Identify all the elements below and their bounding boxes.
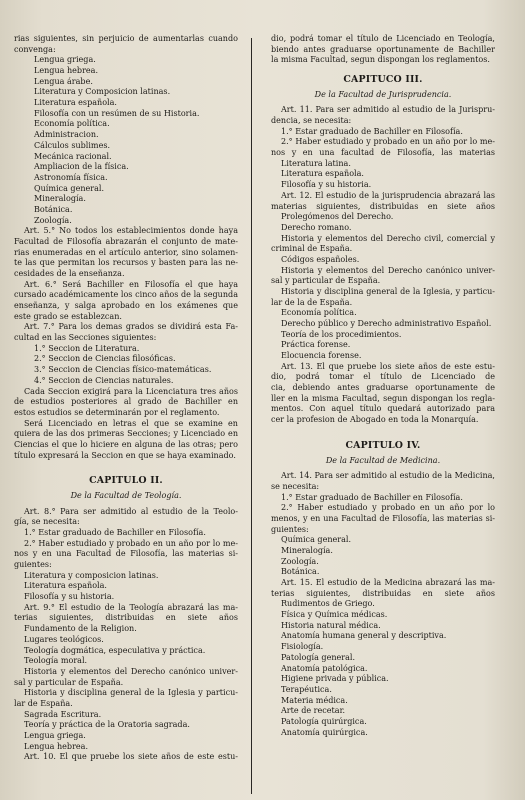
- text-line: Prolegómenos del Derecho.: [281, 212, 394, 222]
- text-line: Teología dogmática, especulativa y práctica.: [24, 645, 206, 655]
- text-line: Literatura española.: [34, 98, 117, 108]
- text-line: estos estudios se determinarán por el reglamento.: [14, 407, 220, 417]
- text-line: Botánica.: [281, 567, 320, 577]
- text-line: 2.° Haber estudiado y probado en un año por lo: [281, 503, 495, 513]
- text-line: Teoría y práctica de la Oratoria sagrada.: [24, 720, 190, 730]
- text-line: Facultad de Filosofía abrazarán el conjunto de mate-: [14, 237, 238, 247]
- text-line: Lengua hebrea.: [34, 66, 99, 76]
- text-line: [271, 426, 495, 432]
- chapter-heading: CAPITUCO III.: [343, 74, 423, 86]
- text-line: mentos. Con aquel título quedará autorizado para: [271, 404, 495, 414]
- text-line: menos, y en una Facultad de Filosofía, las materias si-: [271, 513, 495, 523]
- text-line: dio, podrá tomar el título de Licenciado de: [271, 372, 495, 382]
- text-line: título expresará la Seccion en que se haya examinado.: [14, 450, 236, 460]
- text-line: Ampliacion de la física.: [34, 162, 129, 172]
- text-line: Literatura española.: [24, 581, 107, 591]
- text-line: Será Licenciado en letras el que se examine en: [24, 418, 238, 428]
- text-line: sal y particular de España.: [14, 677, 124, 687]
- text-line: cultad en las Secciones siguientes:: [14, 333, 157, 343]
- text-line: convenga:: [14, 44, 56, 54]
- text-line: Ciencias el que lo hiciere en alguna de las otras; pero: [14, 439, 238, 449]
- text-line: Cada Seccion exigirá para la Licenciatura tres años: [24, 386, 238, 396]
- text-line: Química general.: [34, 183, 105, 193]
- text-line: Economía política.: [34, 119, 110, 129]
- text-line: Terapéutica.: [281, 684, 332, 694]
- left-column: [14, 34, 238, 796]
- text-line: 1.° Seccion de Literatura.: [34, 343, 140, 353]
- text-line: Historia y disciplina general de la Iglesia y particu-: [24, 688, 238, 698]
- text-line: gía, se necesita:: [14, 517, 80, 527]
- text-line: Práctica forense.: [281, 340, 351, 350]
- text-line: Art. 13. El que pruebe los siete años de este estu-: [281, 361, 495, 371]
- text-line: cursado académicamente los cinco años de la segunda: [14, 290, 238, 300]
- right-column: [271, 34, 495, 774]
- text-line: Historia y elementos del Derecho canónico univer-: [24, 666, 238, 676]
- text-line: dencia, se necesita:: [271, 116, 352, 126]
- text-line: Administracion.: [34, 130, 99, 140]
- text-line: Filosofía con un resúmen de su Historia.: [34, 108, 200, 118]
- text-line: Mineralogía.: [281, 545, 333, 555]
- text-line: Derecho romano.: [281, 222, 352, 232]
- text-line: Arte de recetar.: [281, 706, 346, 716]
- text-line: Cálculos sublimes.: [34, 140, 111, 150]
- text-line: Lengua griega.: [34, 55, 96, 65]
- text-line: rias enumeradas en el artículo anterior, sino solamen-: [14, 247, 238, 257]
- text-line: Mineralogía.: [34, 194, 86, 204]
- text-line: Zoología.: [281, 556, 319, 566]
- text-line: Art. 6.° Será Bachiller en Filosofía el que haya: [24, 279, 238, 289]
- text-line: Anatomía quirúrgica.: [281, 727, 368, 737]
- text-line: terias siguientes, distribuidas en siete años: [271, 588, 495, 598]
- text-line: Fisiología.: [281, 642, 324, 652]
- text-line: Filosofía y su historia.: [281, 180, 372, 190]
- text-line: Fundamento de la Religion.: [24, 624, 137, 634]
- text-line: Sagrada Escritura.: [24, 709, 102, 719]
- text-line: Literatura y composicion latinas.: [24, 570, 159, 580]
- text-line: la misma Facultad, segun dispongan los reglamentos.: [271, 55, 490, 65]
- text-line: sal y particular de España.: [271, 276, 381, 286]
- text-line: Art. 9.° El estudio de la Teología abrazará las ma-: [24, 602, 238, 612]
- chapter-heading: CAPITULO IV.: [345, 439, 421, 451]
- text-line: Lugares teológicos.: [24, 634, 104, 644]
- text-line: Economía política.: [281, 308, 357, 318]
- text-line: Anatomía patológica.: [281, 663, 368, 673]
- text-line: Teología moral.: [24, 656, 88, 666]
- text-line: nos y en una facultad de Filosofía, las materias: [271, 148, 495, 158]
- text-line: Historia natural médica.: [281, 620, 381, 630]
- text-line: Lengua hebrea.: [24, 741, 89, 751]
- text-line: Historia y disciplina general de la Iglesia, y particu-: [281, 286, 495, 296]
- text-line: nos y en una Facultad de Filosofía, las materias si-: [14, 549, 238, 559]
- section-subtitle: De la Facultad de Teología.: [70, 490, 182, 500]
- text-line: Art. 7.° Para los demas grados se dividirá esta Fa-: [24, 322, 238, 332]
- text-line: Anatomía humana general y descriptiva.: [281, 631, 447, 641]
- text-line: cesidades de la enseñanza.: [14, 269, 125, 279]
- text-line: guientes:: [14, 560, 52, 570]
- text-line: dio, podrá tomar el título de Licenciado en Teología,: [271, 34, 495, 43]
- text-line: Literatura y Composicion latinas.: [34, 87, 171, 97]
- text-line: se necesita:: [271, 481, 320, 491]
- text-line: Art. 12. El estudio de la jurisprudencia abrazará las: [281, 190, 495, 200]
- text-line: Filosofía y su historia.: [24, 592, 115, 602]
- text-line: Rudimentos de Griego.: [281, 599, 375, 609]
- text-line: materias siguientes, distribuidas en siete años: [271, 201, 495, 211]
- text-line: de estudios posteriores al grado de Bachiller en: [14, 397, 238, 407]
- text-line: Mecánica racional.: [34, 151, 112, 161]
- text-line: Literatura latina.: [281, 158, 351, 168]
- column-divider: [251, 38, 252, 794]
- chapter-heading: CAPITULO II.: [89, 475, 163, 487]
- text-line: Códigos españoles.: [281, 254, 360, 264]
- text-line: Art. 8.° Para ser admitido al estudio de la Teolo-: [24, 506, 238, 516]
- text-line: Art. 14. Para ser admitido al estudio de la Medicina,: [281, 471, 495, 481]
- text-line: Zoología.: [34, 215, 72, 225]
- text-line: cer la profesion de Abogado en toda la Monarquía.: [271, 415, 479, 425]
- text-line: 1.° Estar graduado de Bachiller en Filosofía.: [281, 126, 463, 136]
- text-line: Elocuencia forense.: [281, 351, 362, 361]
- text-line: Química general.: [281, 535, 352, 545]
- text-line: te las que permitan los recursos y basten para las ne-: [14, 258, 238, 268]
- text-line: 4.° Seccion de Ciencias naturales.: [34, 375, 174, 385]
- text-line: 2.° Haber estudiado y probado en un año por lo me-: [24, 538, 238, 548]
- text-line: lar de la de España.: [271, 297, 353, 307]
- text-line: Patología quirúrgica.: [281, 716, 367, 726]
- text-line: Art. 5.° No todos los establecimientos donde haya: [24, 226, 238, 236]
- text-line: cia, debiendo antes graduarse oportunamente de: [271, 383, 495, 393]
- text-line: 2.° Haber estudiado y probado en un año por lo me-: [281, 137, 495, 147]
- text-line: 1.° Estar graduado de Bachiller en Filosofía.: [24, 528, 206, 538]
- text-line: Art. 10. El que pruebe los siete años de este estu-: [24, 752, 238, 762]
- text-line: 3.° Seccion de Ciencias físico-matemáticas.: [34, 365, 212, 375]
- text-line: guientes:: [271, 524, 309, 534]
- text-line: Botánica.: [34, 204, 73, 214]
- text-line: [14, 461, 238, 467]
- text-line: terias siguientes, distribuidas en siete años: [14, 613, 238, 623]
- text-line: lar de España.: [14, 698, 73, 708]
- text-line: enseñanza, y salga aprobado en los exámenes que: [14, 301, 238, 311]
- text-line: Teoría de los procedimientos.: [281, 329, 402, 339]
- text-line: rias siguientes, sin perjuicio de aumentarlas cuando: [14, 34, 238, 43]
- text-line: 1.° Estar graduado de Bachiller en Filosofía.: [281, 492, 463, 502]
- text-line: Historia y elementos del Derecho civil, comercial y: [281, 233, 495, 243]
- text-line: ller en la misma Facultad, segun dispongan los regla-: [271, 393, 495, 403]
- text-line: Lengua griega.: [24, 730, 86, 740]
- text-line: 2.° Seccion de Ciencias filosóficas.: [34, 354, 176, 364]
- text-line: criminal de España.: [271, 244, 353, 254]
- text-line: Derecho público y Derecho administrativo Español.: [281, 319, 492, 329]
- text-line: Astronomía física.: [34, 172, 108, 182]
- text-line: quiera de las dos primeras Secciones; y Licenciado en: [14, 429, 238, 439]
- text-line: Literatura española.: [281, 169, 364, 179]
- text-line: Materia médica.: [281, 695, 348, 705]
- text-line: Art. 15. El estudio de la Medicina abrazará las ma-: [281, 578, 495, 588]
- text-line: Higiene privada y pública.: [281, 674, 389, 684]
- text-line: biendo antes graduarse oportunamente de Bachiller: [271, 44, 495, 54]
- text-line: este grado se establezcan.: [14, 311, 122, 321]
- text-line: Patología general.: [281, 652, 356, 662]
- text-line: Lengua árabe.: [34, 76, 93, 86]
- text-line: Historia y elementos del Derecho canónico univer-: [281, 265, 495, 275]
- section-subtitle: De la Facultad de Jurisprudencia.: [314, 89, 452, 99]
- text-line: Art. 11. Para ser admitido al estudio de la Jurispru-: [281, 105, 495, 115]
- text-line: Física y Química médicas.: [281, 610, 388, 620]
- section-subtitle: De la Facultad de Medicina.: [325, 455, 441, 465]
